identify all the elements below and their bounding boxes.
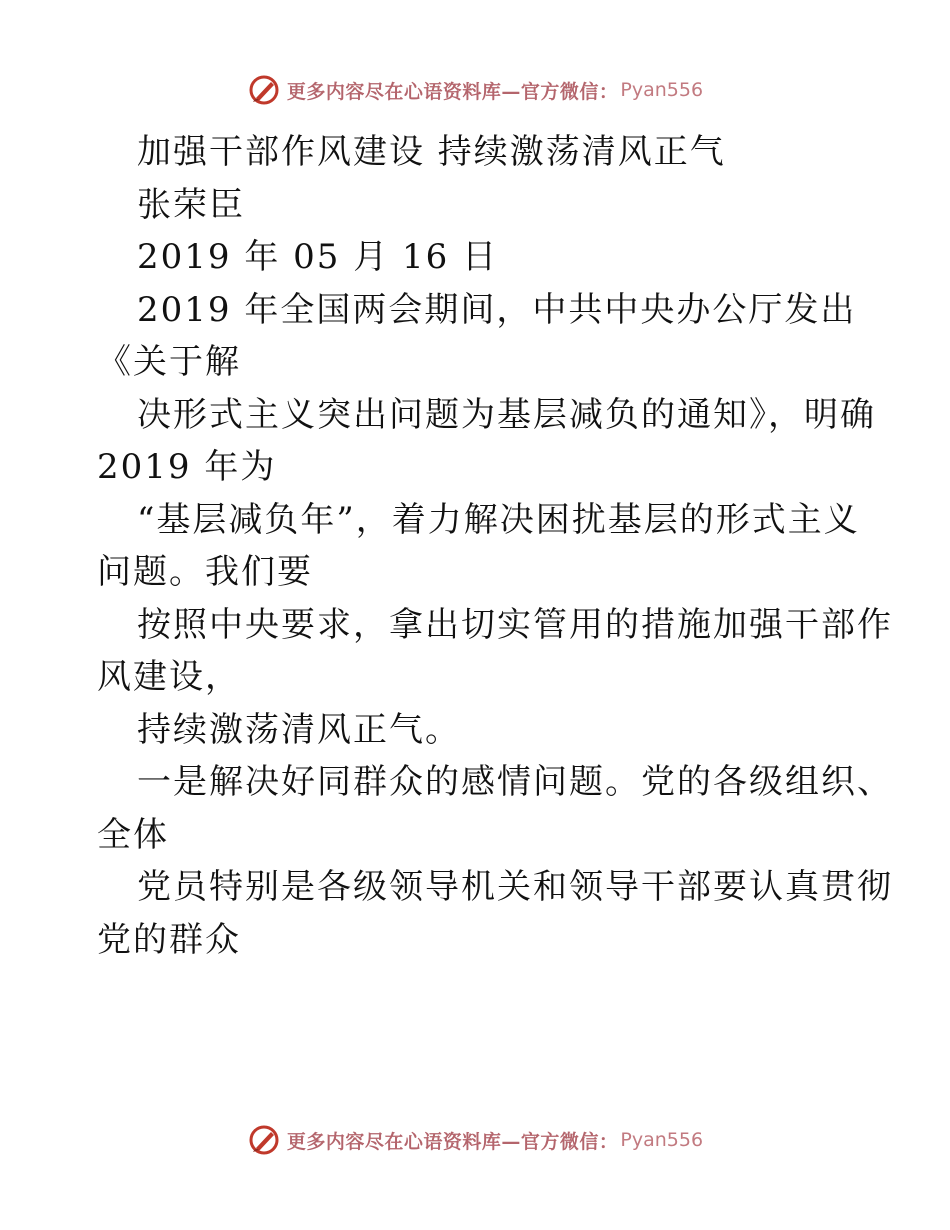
body-line: 党的群众	[97, 919, 241, 960]
body-line: 按照中央要求，拿出切实管用的措施加强干部作	[137, 604, 893, 645]
header-watermark-banner	[0, 70, 950, 110]
banner-contact: Pyan556	[620, 79, 704, 101]
body-line: 《关于解	[97, 342, 241, 382]
body-line: 党员特别是各级领导机关和领导干部要认真贯彻	[137, 867, 893, 907]
banner-contact: Pyan556	[620, 1129, 704, 1151]
body-line: 问题。我们要	[97, 552, 313, 592]
body-line: 持续激荡清风正气。	[137, 709, 461, 750]
body-line: 风建设，	[97, 657, 241, 697]
article-date: 2019 年 05 月 16 日	[137, 237, 499, 277]
body-line: 2019 年全国两会期间，中共中央办公厅发出	[137, 289, 857, 330]
body-line: “基层减负年”，着力解决困扰基层的形式主义	[137, 499, 860, 540]
banner-text: 更多内容尽在心语资料库—官方微信：	[286, 1130, 619, 1153]
body-line: 2019 年为	[97, 447, 277, 487]
article-author: 张荣臣	[137, 184, 245, 225]
body-line: 决形式主义突出问题为基层减负的通知》，明确	[137, 394, 876, 435]
document-body	[97, 126, 893, 966]
body-line: 一是解决好同群众的感情问题。党的各级组织、	[137, 762, 893, 802]
pen-logo-icon	[247, 1123, 281, 1157]
footer-watermark-banner	[0, 1120, 950, 1160]
body-line: 全体	[97, 814, 169, 855]
banner-text: 更多内容尽在心语资料库—官方微信：	[286, 80, 619, 103]
pen-logo-icon	[247, 73, 281, 107]
article-title: 加强干部作风建设 持续激荡清风正气	[137, 132, 726, 172]
